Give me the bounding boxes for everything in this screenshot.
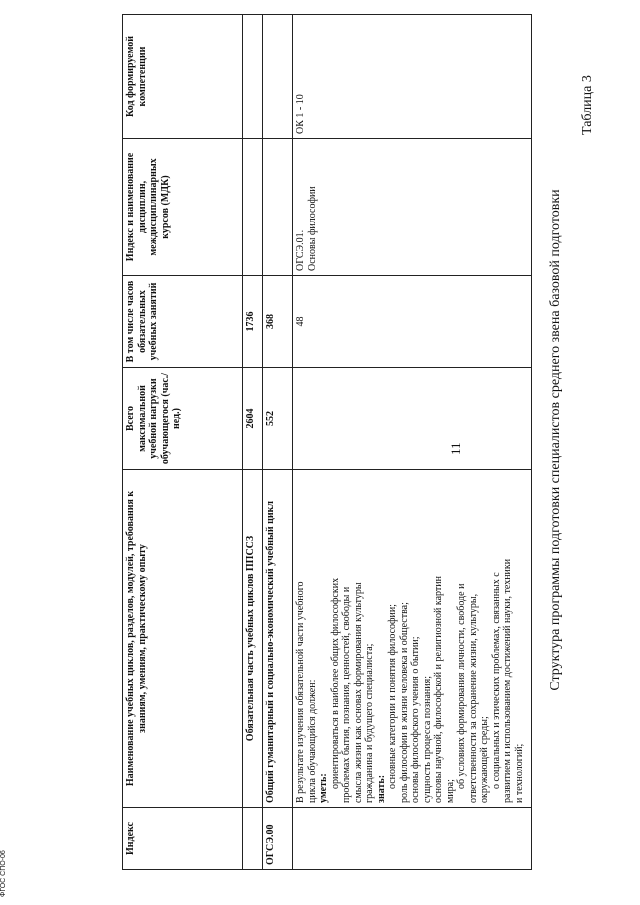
footer-code: ФГОС СПО-06 — [0, 850, 7, 897]
cell-empty — [263, 15, 293, 139]
header-competence: Код формируемой компетенции — [123, 15, 243, 139]
table-header-row — [123, 15, 243, 870]
requirements-line: ориентироваться в наиболее общих философских — [329, 577, 341, 789]
discipline-code: ОГСЭ.01. — [295, 229, 306, 271]
cell-empty — [293, 808, 532, 870]
row-total-mandatory: 1736 — [243, 276, 263, 368]
header-mandatory: В том числе часов обязательных учебных занятий — [123, 276, 243, 368]
requirements-line: и технологий; — [513, 743, 525, 803]
requirements-line: о социальных и этических проблемах, связанных с — [490, 572, 502, 789]
table-label: Таблица 3 — [580, 75, 595, 135]
table-row-total — [243, 15, 263, 870]
requirements-line: развитием и использованием достижений науки, техники — [502, 558, 513, 803]
requirements-heading-skills: уметь: — [318, 773, 329, 803]
requirements-line: основные категории и понятия философии; — [387, 604, 398, 789]
requirements-line: мира; — [444, 779, 456, 803]
row-discipline-mandatory: 48 — [293, 276, 532, 368]
cell-empty — [293, 368, 532, 470]
requirements-line: основы философского учения о бытии; — [410, 636, 421, 803]
requirements-line: роль философии в жизни человека и общества; — [398, 602, 410, 803]
requirements-line: ответственности за сохранение жизни, культуры, — [467, 593, 479, 803]
requirements-line: окружающей среды; — [479, 716, 490, 803]
document-title: Структура программы подготовки специалистов среднего звена базовой подготовки — [548, 189, 563, 691]
requirements-line: В результате изучения обязательной части учебного — [295, 581, 306, 803]
header-index: Индекс — [123, 808, 243, 870]
requirements-line: сущность процесса познания; — [421, 676, 433, 803]
curriculum-table — [122, 14, 532, 870]
row-cycle-label: Общий гуманитарный и социально-экономический учебный цикл — [263, 470, 293, 808]
row-total-label: Обязательная часть учебных циклов ППССЗ — [243, 470, 263, 808]
discipline-cell — [293, 139, 532, 276]
row-cycle-mandatory: 368 — [263, 276, 293, 368]
cell-empty — [243, 808, 263, 870]
cell-empty — [243, 139, 263, 276]
requirements-line: основы научной, философской и религиозной картин — [433, 576, 444, 803]
requirements-text — [293, 470, 532, 808]
competence-code: ОК 1 - 10 — [293, 15, 532, 139]
cell-empty — [243, 15, 263, 139]
table-row-discipline — [293, 15, 532, 870]
header-name: Наименование учебных циклов, разделов, модулей, требования к знаниям, умениям, практическому опыту — [123, 470, 243, 808]
requirements-line: гражданина и будущего специалиста; — [364, 643, 375, 803]
page-number: 11 — [448, 442, 463, 455]
header-max-load: Всего максимальной учебной нагрузки обучающегося (час./нед.) — [123, 368, 243, 470]
requirements-line: цикла обучающийся должен: — [306, 679, 318, 803]
discipline-name: Основы философии — [306, 186, 318, 271]
requirements-line: проблемах бытия, познания, ценностей, свободы и — [341, 586, 352, 803]
requirements-line: смысла жизни как основах формирования культуры — [352, 582, 364, 803]
table-row-cycle — [263, 15, 293, 870]
cell-empty — [263, 139, 293, 276]
header-disciplines: Индекс и наименование дисциплин, междисциплинарных курсов (МДК) — [123, 139, 243, 276]
requirements-heading-knowledge: знать: — [375, 774, 387, 803]
row-cycle-max-load: 552 — [263, 368, 293, 470]
row-cycle-index: ОГСЭ.00 — [263, 808, 293, 870]
row-total-max-load: 2604 — [243, 368, 263, 470]
requirements-line: об условиях формирования личности, свободе и — [456, 583, 467, 789]
